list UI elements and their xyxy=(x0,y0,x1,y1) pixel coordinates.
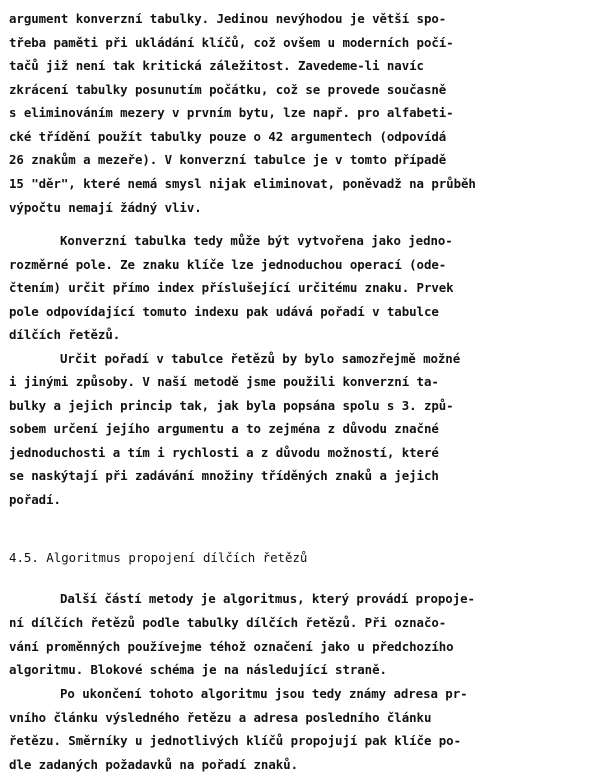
text-line: dílčích řetězů. xyxy=(9,327,121,342)
text-line: se naskýtají při zadávání množiny tříděných znaků a jejich xyxy=(9,468,439,483)
text-line: s eliminováním mezery v prvním bytu, lze např. pro alfabeti- xyxy=(9,105,454,120)
text-line: sobem určení jejího argumentu a to zejména z důvodu značné xyxy=(9,421,439,436)
text-line: vání proměnných používejme téhož označení jako u předchozího xyxy=(9,639,454,654)
text-line: dle zadaných požadavků na pořadí znaků. xyxy=(9,757,298,772)
text-line: zkrácení tabulky posunutím počátku, což se provede současně xyxy=(9,82,447,97)
text-line: vního článku výsledného řetězu a adresa posledního článku xyxy=(9,710,432,725)
text-line: Další částí metody je algoritmus, který provádí propoje- xyxy=(60,591,475,606)
text-line: tačů již není tak kritická záležitost. Zavedeme-li navíc xyxy=(9,58,424,73)
text-line: cké třídění použít tabulky pouze o 42 argumentech (odpovídá xyxy=(9,129,447,144)
text-line: čtením) určit přímo index příslušející určitému znaku. Prvek xyxy=(9,280,454,295)
text-line: bulky a jejich princip tak, jak byla popsána spolu s 3. způ- xyxy=(9,398,454,413)
text-line: Po ukončení tohoto algoritmu jsou tedy známy adresa pr- xyxy=(60,686,468,701)
text-line: pořadí. xyxy=(9,492,61,507)
text-line: jednoduchosti a tím i rychlosti a z důvodu možností, které xyxy=(9,445,439,460)
text-line: pole odpovídající tomuto indexu pak udává pořadí v tabulce xyxy=(9,304,439,319)
text-line: řetězu. Směrníky u jednotlivých klíčů propojují pak klíče po- xyxy=(9,733,461,748)
text-line: Konverzní tabulka tedy může být vytvořena jako jedno- xyxy=(60,233,453,248)
text-line: výpočtu nemají žádný vliv. xyxy=(9,200,202,215)
text-line: Určit pořadí v tabulce řetězů by bylo samozřejmě možné xyxy=(60,351,461,366)
text-line: argument konverzní tabulky. Jedinou nevýhodou je větší spo- xyxy=(9,11,447,26)
text-line: algoritmu. Blokové schéma je na následující straně. xyxy=(9,662,387,677)
text-line: i jinými způsoby. V naší metodě jsme použili konverzní ta- xyxy=(9,374,439,389)
text-line: ní dílčích řetězů podle tabulky dílčích řetězů. Při označo- xyxy=(9,615,447,630)
text-line: 26 znakům a mezeře). V konverzní tabulce je v tomto případě xyxy=(9,152,447,167)
text-line: rozměrné pole. Ze znaku klíče lze jednoduchou operací (ode- xyxy=(9,257,447,272)
text-line: 15 "děr", které nemá smysl nijak eliminovat, poněvadž na průběh xyxy=(9,176,476,191)
section-heading: 4.5. Algoritmus propojení dílčích řetězů xyxy=(9,550,308,565)
text-line: třeba paměti při ukládání klíčů, což ovšem u moderních počí- xyxy=(9,35,454,50)
